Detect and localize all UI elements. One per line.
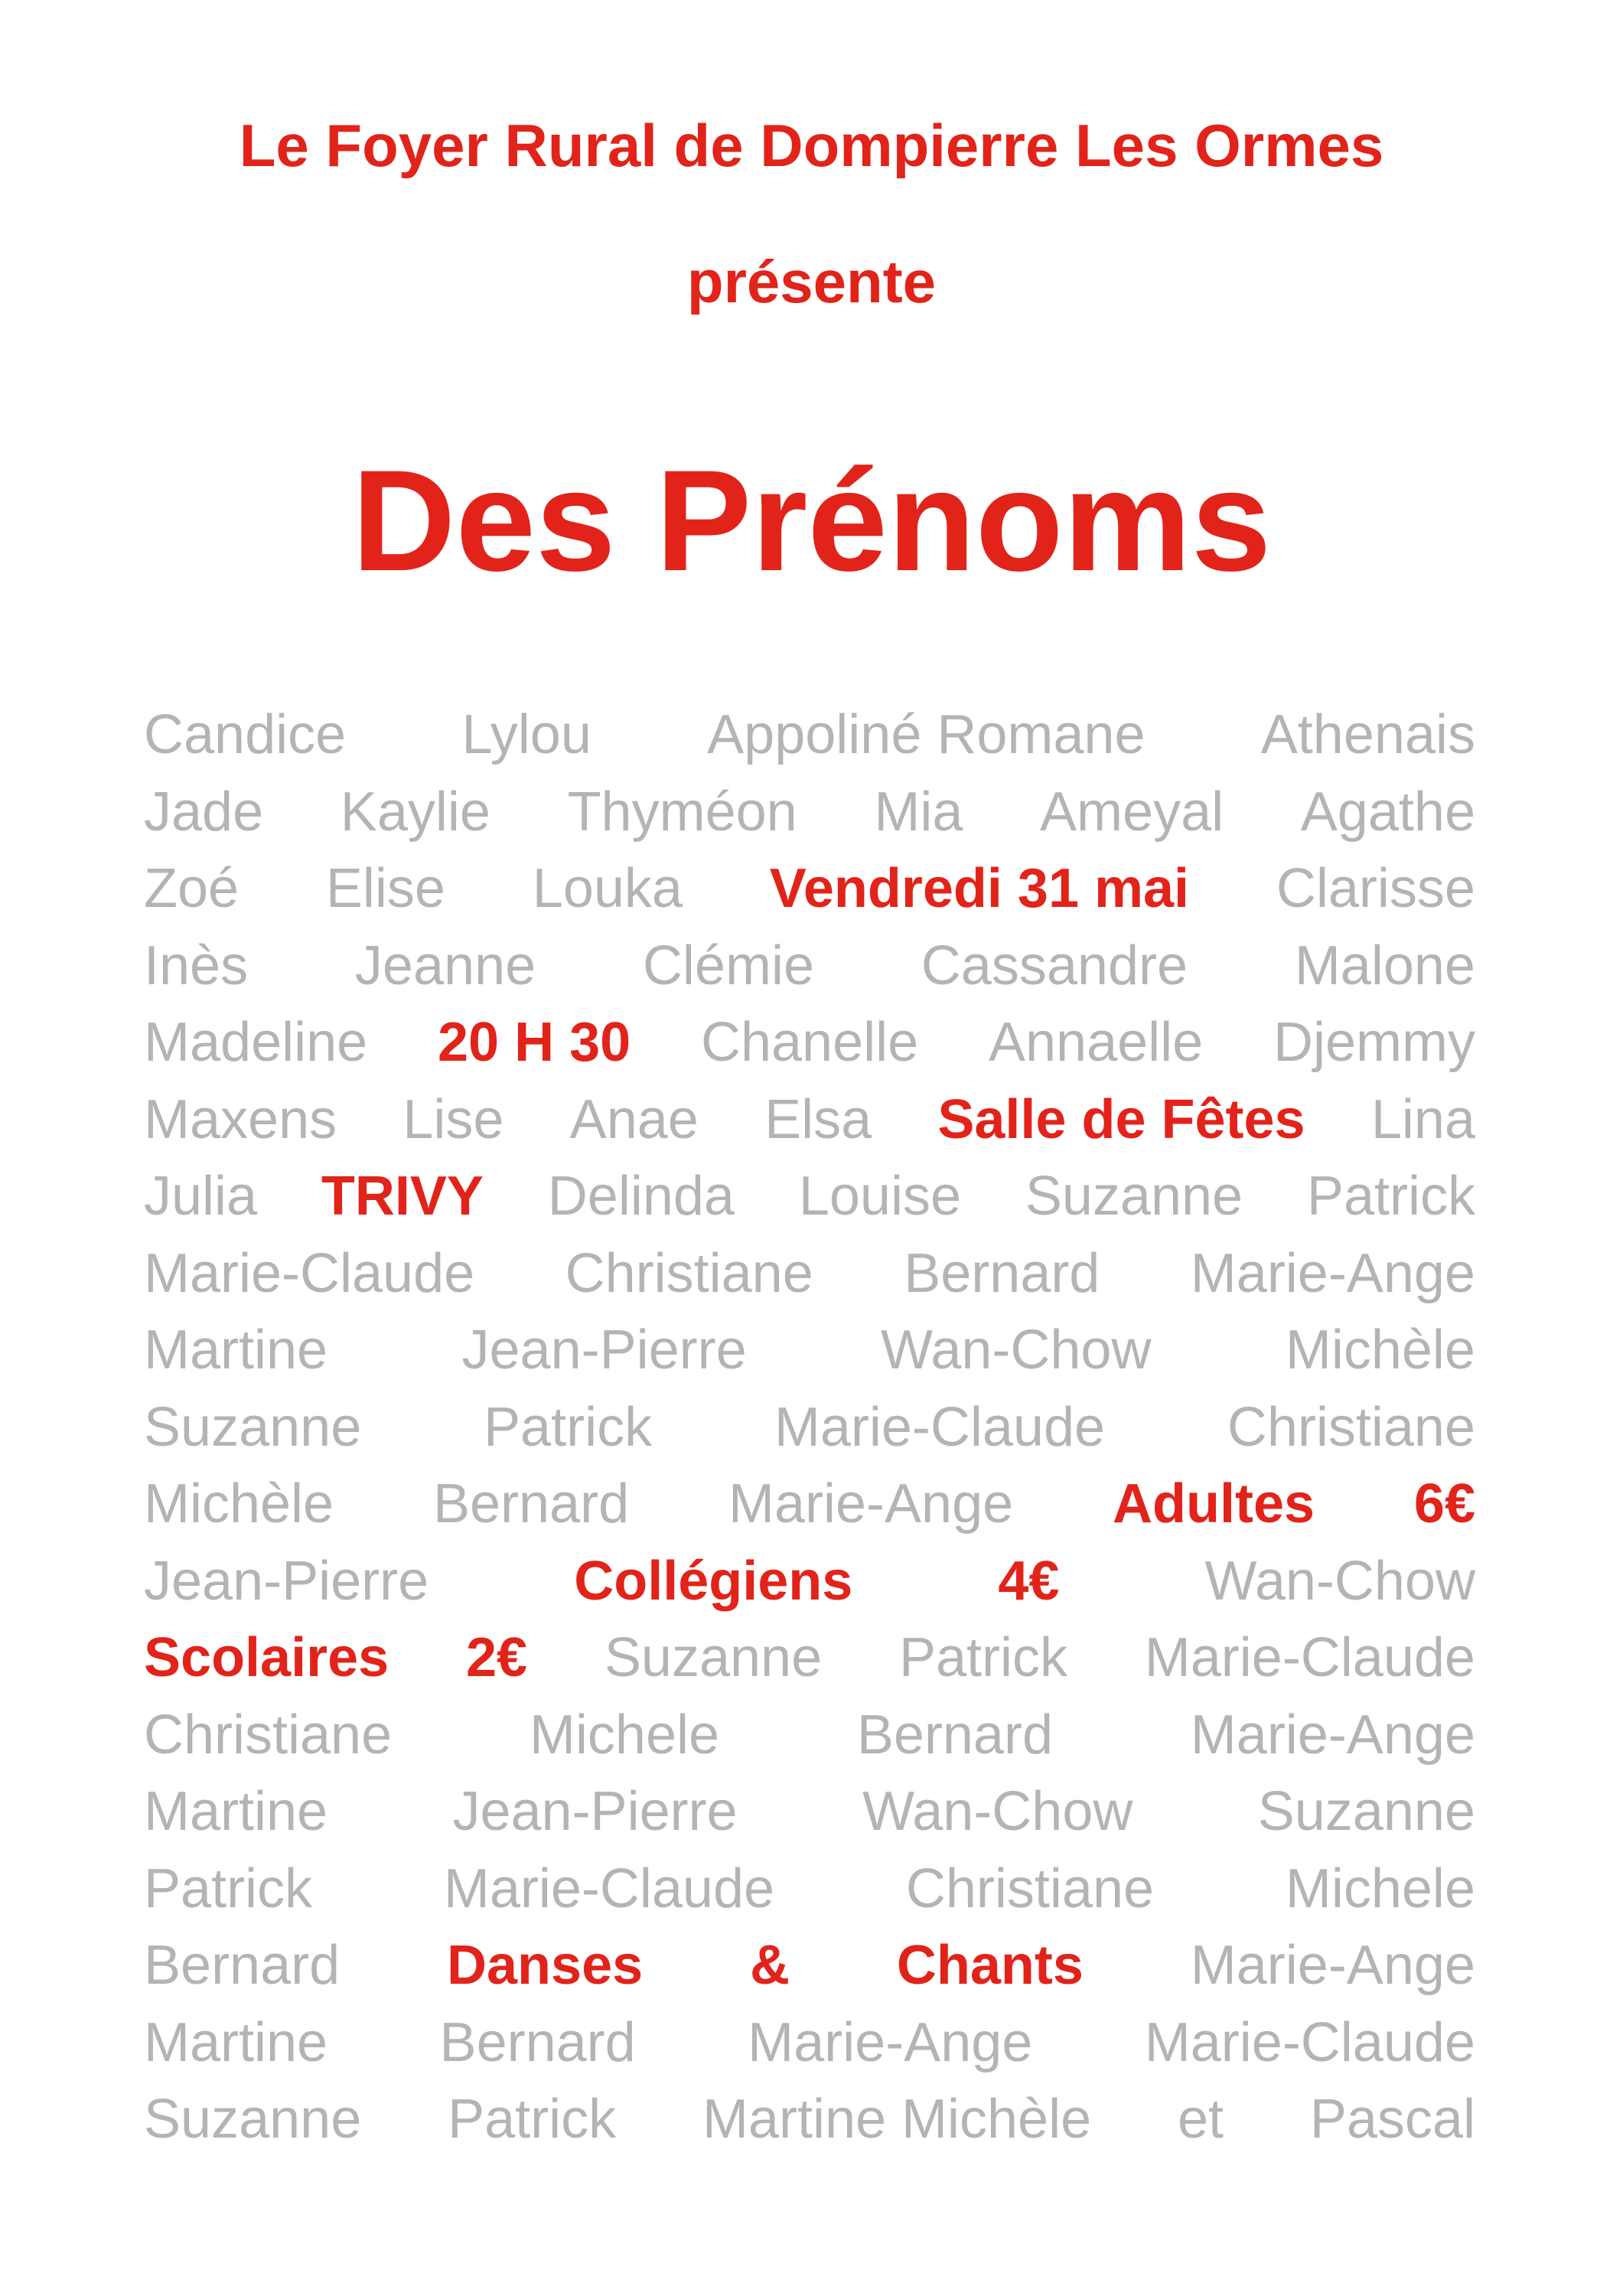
event-info-text: Danses (447, 1935, 644, 1996)
first-name-word: Louise (798, 1166, 961, 1227)
event-info-text: Scolaires (144, 1627, 389, 1688)
first-name-word: Appoliné Romane (707, 704, 1146, 765)
first-name-word: Julia (144, 1166, 258, 1227)
organizer-heading: Le Foyer Rural de Dompierre Les Ormes (239, 112, 1384, 179)
first-name-word: Michèle (144, 1473, 334, 1534)
first-name-word: Agathe (1300, 781, 1475, 843)
names-row (144, 850, 1475, 928)
first-name-word: Cassandre (921, 934, 1188, 996)
first-name-word: Pascal (1309, 2089, 1475, 2150)
first-name-word: Suzanne (144, 1396, 362, 1458)
names-row (144, 1543, 1475, 1620)
first-name-word: Candice (144, 704, 347, 765)
first-name-word: Martine (144, 1319, 328, 1381)
names-row (144, 1927, 1475, 2004)
event-info-text: 6€ (1413, 1473, 1475, 1534)
first-name-word: Suzanne (604, 1627, 823, 1688)
first-name-word: Marie-Claude (144, 1242, 475, 1304)
first-name-word: Patrick (1306, 1166, 1475, 1227)
first-name-word: Marie-Ange (1190, 1242, 1475, 1304)
first-name-word: Chanelle (700, 1012, 919, 1073)
first-name-word: Jean-Pierre (461, 1319, 747, 1381)
first-name-word: Marie-Claude (443, 1857, 775, 1919)
event-info-text: Vendredi 31 mai (769, 858, 1190, 919)
first-name-word: Suzanne (1257, 1781, 1475, 1842)
event-info-text: 2€ (466, 1627, 528, 1688)
first-name-word: Bernard (439, 2011, 636, 2073)
first-name-word: Djemmy (1273, 1012, 1475, 1073)
first-name-word: Malone (1294, 934, 1475, 996)
first-name-word: Marie-Claude (1144, 2011, 1475, 2073)
names-row (144, 2081, 1475, 2158)
first-name-word: Marie-Ange (728, 1473, 1014, 1534)
event-info-text: & (750, 1935, 790, 1996)
names-text-block (144, 696, 1475, 2158)
first-name-word: Marie-Claude (1144, 1627, 1475, 1688)
presents-text: présente (686, 248, 937, 315)
first-name-word: Wan-Chow (1204, 1550, 1475, 1612)
first-name-word: Athenais (1260, 704, 1475, 765)
names-row (144, 1389, 1475, 1466)
names-row (144, 1081, 1475, 1159)
names-row (144, 1851, 1475, 1928)
first-name-word: Clarisse (1276, 858, 1475, 919)
first-name-word: Mia (874, 781, 963, 843)
first-name-word: Maxens (144, 1088, 337, 1150)
first-name-word: Wan-Chow (881, 1319, 1152, 1381)
event-info-text: 4€ (998, 1550, 1060, 1612)
first-name-word: Lina (1370, 1088, 1475, 1150)
first-name-word: Michèle (1285, 1319, 1475, 1381)
first-name-word: Clémie (642, 934, 814, 996)
first-name-word: Wan-Chow (862, 1781, 1133, 1842)
first-name-word: Marie-Ange (748, 2011, 1033, 2073)
first-name-word: Anae (569, 1088, 699, 1150)
first-name-word: Christiane (565, 1242, 813, 1304)
first-name-word: Marie-Claude (774, 1396, 1106, 1458)
names-row (144, 2004, 1475, 2082)
first-name-word: Jeanne (354, 934, 536, 996)
names-row (144, 1773, 1475, 1851)
event-info-text: 20 H 30 (437, 1012, 631, 1073)
first-name-word: Jade (144, 781, 264, 843)
first-name-word: Christiane (905, 1857, 1155, 1919)
show-title: Des Prénoms (351, 440, 1272, 601)
first-name-word: Patrick (898, 1627, 1067, 1688)
names-row (144, 696, 1475, 774)
names-row (144, 1004, 1475, 1081)
first-name-word: Zoé (144, 858, 240, 919)
first-name-word: Martine (144, 1781, 328, 1842)
first-name-word: Thyméon (567, 781, 797, 843)
first-name-word: Patrick (144, 1857, 313, 1919)
first-name-word: Ameyal (1040, 781, 1224, 843)
event-info-text: Adultes (1113, 1473, 1315, 1534)
first-name-word: Elsa (764, 1088, 872, 1150)
first-name-word: Marie-Ange (1190, 1704, 1475, 1766)
first-name-word: Louka (532, 858, 683, 919)
names-row (144, 774, 1475, 851)
first-name-word: Delinda (547, 1166, 735, 1227)
names-row (144, 1619, 1475, 1697)
first-name-word: Christiane (144, 1704, 393, 1766)
first-name-word: Jean-Pierre (452, 1781, 738, 1842)
first-name-word: Patrick (484, 1396, 653, 1458)
first-name-word: Bernard (856, 1704, 1053, 1766)
first-name-word: Lise (402, 1088, 504, 1150)
first-name-word: et (1177, 2089, 1224, 2150)
first-name-word: Madeline (144, 1012, 368, 1073)
first-name-word: Bernard (432, 1473, 630, 1534)
event-info-text: Chants (896, 1935, 1084, 1996)
event-info-text: Collégiens (574, 1550, 853, 1612)
first-name-word: Martine (144, 2011, 328, 2073)
names-row (144, 1312, 1475, 1389)
first-name-word: Michele (529, 1704, 720, 1766)
names-row (144, 1697, 1475, 1774)
names-row (144, 1466, 1475, 1543)
first-name-word: Suzanne (144, 2089, 362, 2150)
first-name-word: Jean-Pierre (144, 1550, 429, 1612)
first-name-word: Patrick (448, 2089, 617, 2150)
names-row (144, 1235, 1475, 1313)
first-name-word: Lylou (461, 704, 592, 765)
first-name-word: Marie-Ange (1190, 1935, 1475, 1996)
first-name-word: Elise (325, 858, 445, 919)
first-name-word: Martine Michèle (702, 2089, 1092, 2150)
names-row (144, 1158, 1475, 1235)
first-name-word: Christiane (1227, 1396, 1475, 1458)
first-name-word: Inès (144, 934, 249, 996)
names-row (144, 928, 1475, 1005)
first-name-word: Suzanne (1025, 1166, 1243, 1227)
first-name-word: Kaylie (340, 781, 490, 843)
event-info-text: Salle de Fêtes (937, 1088, 1305, 1150)
first-name-word: Bernard (904, 1242, 1100, 1304)
first-name-word: Michele (1285, 1857, 1475, 1919)
event-info-text: TRIVY (321, 1166, 484, 1227)
first-name-word: Bernard (144, 1935, 341, 1996)
first-name-word: Annaelle (988, 1012, 1204, 1073)
